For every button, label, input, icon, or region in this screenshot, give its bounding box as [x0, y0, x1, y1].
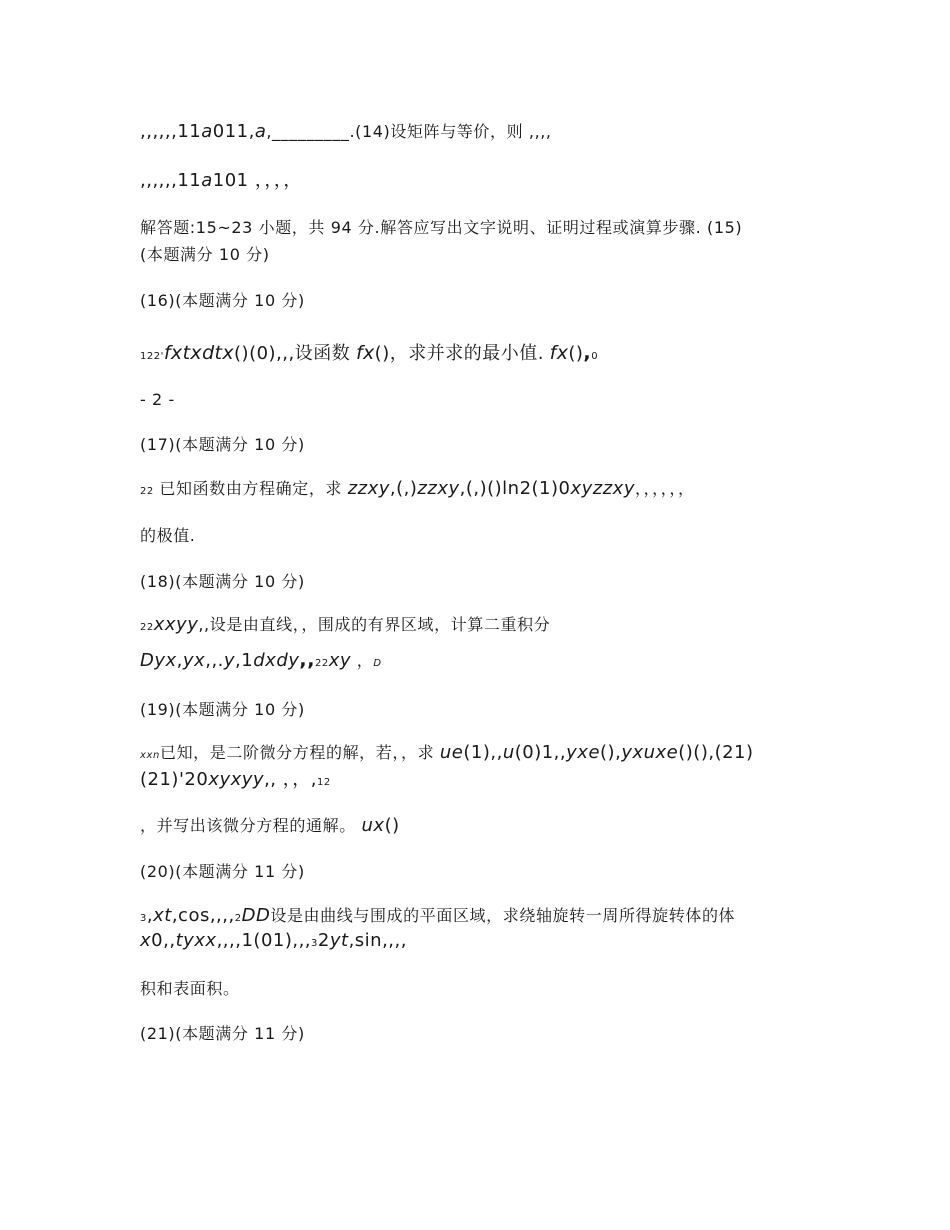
section-heading-21: (21)(本题满分 11 分): [140, 1024, 305, 1043]
text-line-16: (21)'20xyxyy,, ，，,12: [140, 769, 331, 790]
text-line-21: 积和表面积。: [140, 979, 240, 998]
text-line-4: (本题满分 10 分): [140, 245, 270, 264]
section-heading-16: (16)(本题满分 10 分): [140, 291, 305, 310]
section-heading-18: (18)(本题满分 10 分): [140, 572, 305, 591]
text-line-2: ,,,,,,11a101 ，，，，: [140, 170, 302, 191]
text-line-10: 的极值.: [140, 526, 196, 545]
text-line-15: xxn已知，是二阶微分方程的解，若，，求 ue(1),,u(0)1,,yxe(),yxuxe()(),(21): [140, 742, 754, 763]
text-line-19: 3,xt,cos,,,,2DD设是由曲线与围成的平面区域，求绕轴旋转一周所得旋转体的体: [140, 905, 736, 926]
text-line-13: Dyx,yx,,.y,1dxdy,,22xy ，D: [140, 649, 382, 671]
section-heading-17: (17)(本题满分 10 分): [140, 435, 305, 454]
text-line-3: 解答题:15~23 小题，共 94 分.解答应写出文字说明、证明过程或演算步骤. (15): [140, 218, 743, 237]
section-heading-20: (20)(本题满分 11 分): [140, 862, 305, 881]
text-line-6: 122'fxtxdtx()(0),,,设函数 fx()，求并求的最小值. fx(),0: [140, 342, 599, 364]
section-heading-19: (19)(本题满分 10 分): [140, 700, 305, 719]
text-line-17: ，并写出该微分方程的通解。 ux(): [140, 815, 400, 836]
text-line-1: ,,,,,,11a011,a,_________.(14)设矩阵与等价，则 ,,,,: [140, 121, 552, 142]
text-line-20: x0,,tyxx,,,,1(01),,,32yt,sin,,,,: [140, 930, 407, 951]
text-line-12: 22xxyy,,设是由直线，，围成的有界区域，计算二重积分: [140, 614, 551, 635]
page-number: - 2 -: [140, 390, 175, 409]
text-line-9: 22 已知函数由方程确定，求 zzxy,(,)zzxy,(,)()ln2(1)0xyzzxy，，，，，，: [140, 478, 695, 499]
